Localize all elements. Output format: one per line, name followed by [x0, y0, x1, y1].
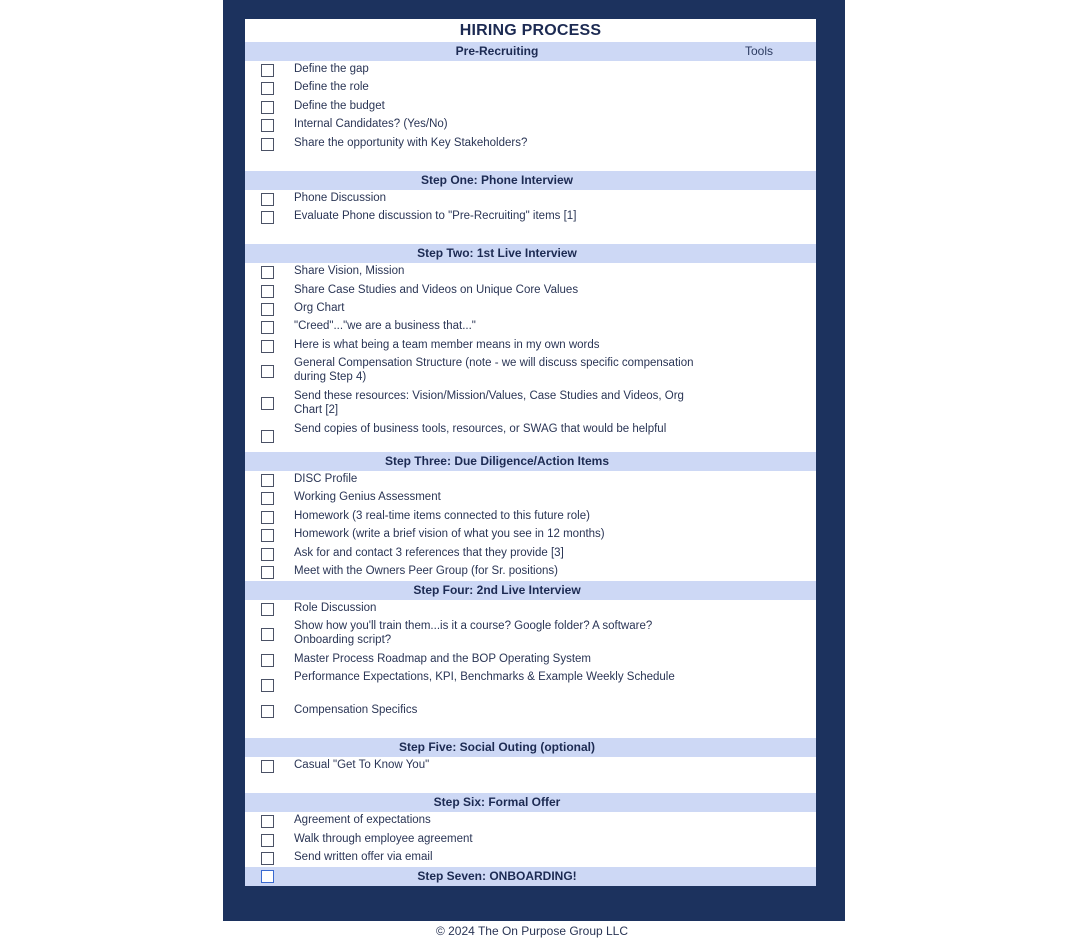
checkbox[interactable] — [261, 64, 274, 77]
section-title: Step Four: 2nd Live Interview — [413, 583, 581, 597]
checklist-item: Phone Discussion — [294, 192, 387, 204]
section-header-step-five — [245, 738, 816, 757]
checklist-item: "Creed"..."we are a business that..." — [294, 320, 476, 332]
checklist-item: Role Discussion — [294, 602, 377, 614]
checklist-item: Evaluate Phone discussion to "Pre-Recruiting" items [1] — [294, 210, 577, 222]
checkbox[interactable] — [261, 815, 274, 828]
checkbox[interactable] — [261, 138, 274, 151]
checklist-item: Ask for and contact 3 references that they provide [3] — [294, 547, 564, 559]
checkbox[interactable] — [261, 679, 274, 692]
checkbox[interactable] — [261, 340, 274, 353]
section-title: Step One: Phone Interview — [420, 173, 574, 187]
checkbox[interactable] — [261, 529, 274, 542]
checklist-sheet — [245, 19, 816, 885]
section-title: Step Six: Formal Offer — [433, 795, 561, 809]
checkbox[interactable] — [261, 101, 274, 114]
checkbox[interactable] — [261, 852, 274, 865]
checklist-item: Org Chart — [294, 302, 345, 314]
checklist-item: Show how you'll train them...is it a course? Google folder? A software? Onboarding script? — [294, 620, 653, 646]
checklist-item: Internal Candidates? (Yes/No) — [294, 118, 448, 130]
checklist-item: Define the role — [294, 81, 369, 93]
checkbox[interactable] — [261, 430, 274, 443]
checklist-item: Meet with the Owners Peer Group (for Sr. positions) — [294, 565, 558, 577]
checklist-item: Master Process Roadmap and the BOP Operating System — [294, 653, 592, 665]
checklist-item: DISC Profile — [294, 473, 358, 485]
checklist-item: Share Case Studies and Videos on Unique Core Values — [294, 284, 579, 296]
section-header-step-one — [245, 171, 816, 190]
checkbox[interactable] — [261, 119, 274, 132]
document-frame — [223, 0, 845, 921]
checkbox[interactable] — [261, 285, 274, 298]
checkbox[interactable] — [261, 760, 274, 773]
checklist-item: Send these resources: Vision/Mission/Values, Case Studies and Videos, Org Chart [2] — [294, 390, 684, 416]
checklist-item: Casual "Get To Know You" — [294, 759, 430, 771]
checkbox[interactable] — [261, 474, 274, 487]
section-header-step-six — [245, 793, 816, 812]
checklist-item: Agreement of expectations — [294, 814, 431, 826]
checkbox[interactable] — [261, 603, 274, 616]
checklist-item: Define the gap — [294, 63, 369, 75]
checklist-item: Define the budget — [294, 100, 385, 112]
checklist-item: Performance Expectations, KPI, Benchmarks & Example Weekly Schedule — [294, 671, 675, 683]
checklist-item: Homework (write a brief vision of what you see in 12 months) — [294, 528, 605, 540]
section-header-step-four — [245, 581, 816, 600]
checkbox[interactable] — [261, 492, 274, 505]
checklist-item: Share the opportunity with Key Stakeholders? — [294, 137, 528, 149]
checkbox[interactable] — [261, 211, 274, 224]
tools-column-label: Tools — [745, 44, 774, 58]
section-title: Step Five: Social Outing (optional) — [398, 740, 595, 754]
section-header-step-seven — [245, 867, 816, 886]
checkbox[interactable] — [261, 82, 274, 95]
checklist-item: Send written offer via email — [294, 851, 433, 863]
checkbox[interactable] — [261, 870, 274, 883]
checkbox[interactable] — [261, 705, 274, 718]
document-title: HIRING PROCESS — [459, 22, 602, 39]
checkbox[interactable] — [261, 654, 274, 667]
checkbox[interactable] — [261, 548, 274, 561]
checklist-item: Share Vision, Mission — [294, 265, 405, 277]
section-title: Step Three: Due Diligence/Action Items — [384, 454, 610, 468]
section-title: Step Two: 1st Live Interview — [417, 246, 577, 260]
checkbox[interactable] — [261, 193, 274, 206]
section-title: Pre-Recruiting — [455, 44, 539, 58]
checkbox[interactable] — [261, 566, 274, 579]
checkbox[interactable] — [261, 321, 274, 334]
section-title: Step Seven: ONBOARDING! — [417, 869, 577, 883]
section-header-step-three — [245, 452, 816, 471]
checkbox[interactable] — [261, 397, 274, 410]
checkbox[interactable] — [261, 303, 274, 316]
checklist-item: Compensation Specifics — [294, 704, 418, 716]
checklist-item: Working Genius Assessment — [294, 491, 441, 503]
checklist-item: Send copies of business tools, resources, or SWAG that would be helpful — [294, 423, 667, 435]
checkbox[interactable] — [261, 511, 274, 524]
checkbox[interactable] — [261, 834, 274, 847]
checkbox[interactable] — [261, 266, 274, 279]
checklist-item: Walk through employee agreement — [294, 833, 473, 845]
checklist-item: General Compensation Structure (note - we will discuss specific compensation during Step 4) — [294, 357, 694, 383]
section-header-pre-recruiting — [245, 42, 816, 61]
copyright-footer: © 2024 The On Purpose Group LLC — [435, 924, 629, 938]
checkbox[interactable] — [261, 628, 274, 641]
checkbox[interactable] — [261, 365, 274, 378]
checklist-item: Homework (3 real-time items connected to this future role) — [294, 510, 590, 522]
checklist-item: Here is what being a team member means in my own words — [294, 339, 600, 351]
section-header-step-two — [245, 244, 816, 263]
